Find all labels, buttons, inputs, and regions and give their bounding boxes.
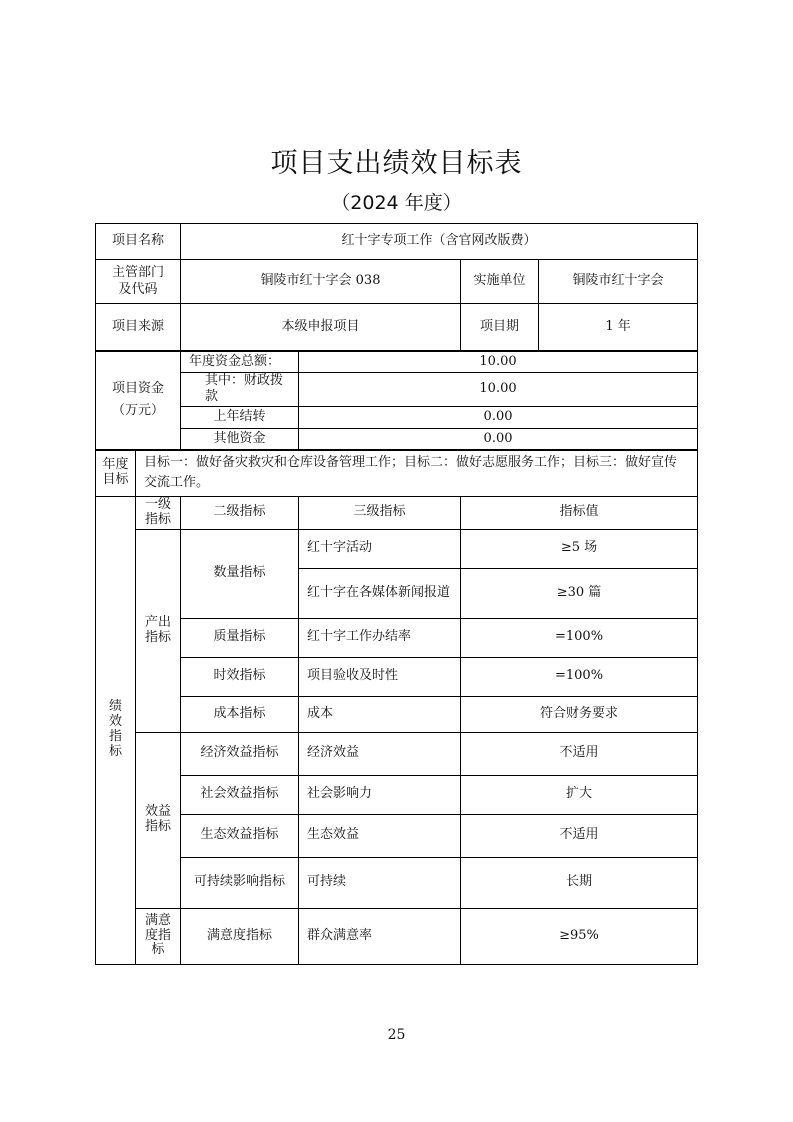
impl-value: 铜陵市红十字会 [539,260,698,304]
benefit-label: 效益 指标 [136,732,181,908]
performance-target-table [95,223,698,965]
table-row [96,908,698,964]
benefit-value: 扩大 [461,775,698,814]
benefit-value: 长期 [461,857,698,908]
row-funds-carryover [96,406,698,428]
page-title: 项目支出绩效目标表 [270,148,523,179]
benefit-type: 经济效益指标 [181,732,299,775]
benefit-type: 可持续影响指标 [181,857,299,908]
source-label: 项目来源 [96,304,181,351]
table-row [96,529,698,568]
period-label: 项目期 [461,304,539,351]
timeliness-value: =100% [461,657,698,696]
header-value: 指标值 [461,496,698,529]
funds-label: 项目资金 （万元） [96,351,181,451]
cost-name: 成本 [299,696,461,732]
satisfaction-type: 满意度指标 [181,908,299,964]
source-value: 本级申报项目 [181,304,461,351]
benefit-name: 社会影响力 [299,775,461,814]
table-row [96,618,698,657]
satisfaction-value: ≥95% [461,908,698,964]
row-funds-total [96,351,698,373]
benefit-value: 不适用 [461,814,698,857]
goal-text: 目标一：做好备灾救灾和仓库设备管理工作；目标二：做好志愿服务工作；目标三：做好宣传交流工作。 [136,450,698,496]
cost-value: 符合财务要求 [461,696,698,732]
row-funds-fiscal [96,373,698,407]
satisfaction-label: 满意 度指 标 [136,908,181,964]
row-project-name [96,224,698,260]
quantity-label: 数量指标 [181,529,299,618]
row-department [96,260,698,304]
quality-label: 质量指标 [181,618,299,657]
funds-carryover-label: 上年结转 [181,406,299,428]
page-number: 25 [387,1027,406,1043]
row-indicator-header [96,496,698,529]
project-name-value: 红十字专项工作（含官网改版费） [181,224,698,260]
table-row [96,814,698,857]
header-level2: 二级指标 [181,496,299,529]
benefit-name: 可持续 [299,857,461,908]
cost-label: 成本指标 [181,696,299,732]
benefit-name: 经济效益 [299,732,461,775]
impl-label: 实施单位 [461,260,539,304]
timeliness-name: 项目验收及时性 [299,657,461,696]
satisfaction-name: 群众满意率 [299,908,461,964]
quantity-item-value: ≥30 篇 [461,568,698,618]
quantity-item-name: 红十字活动 [299,529,461,568]
page-subtitle: （2024 年度） [331,192,462,214]
benefit-name: 生态效益 [299,814,461,857]
dept-value: 铜陵市红十字会 038 [181,260,461,304]
table-row [96,775,698,814]
funds-fiscal-label: 其中：财政拨款 [181,373,299,407]
performance-label: 绩 效 指 标 [96,496,136,964]
project-name-label: 项目名称 [96,224,181,260]
funds-other-label: 其他资金 [181,428,299,450]
funds-total-value: 10.00 [299,351,698,373]
dept-label: 主管部门 及代码 [96,260,181,304]
table-row [96,657,698,696]
timeliness-label: 时效指标 [181,657,299,696]
funds-carryover-value: 0.00 [299,406,698,428]
quality-name: 红十字工作办结率 [299,618,461,657]
funds-other-value: 0.00 [299,428,698,450]
output-label: 产出 指标 [136,529,181,732]
quantity-item-value: ≥5 场 [461,529,698,568]
benefit-value: 不适用 [461,732,698,775]
funds-fiscal-value: 10.00 [299,373,698,407]
goal-label: 年度 目标 [96,450,136,496]
table-row [96,857,698,908]
benefit-type: 社会效益指标 [181,775,299,814]
row-annual-goal [96,450,698,496]
quantity-item-name: 红十字在各媒体新闻报道 [299,568,461,618]
funds-total-label: 年度资金总额： [181,351,299,373]
period-value: 1 年 [539,304,698,351]
header-level3: 三级指标 [299,496,461,529]
table-row [96,732,698,775]
benefit-type: 生态效益指标 [181,814,299,857]
header-level1: 一级 指标 [136,496,181,529]
table-row [96,696,698,732]
row-funds-other [96,428,698,450]
quality-value: =100% [461,618,698,657]
row-source [96,304,698,351]
